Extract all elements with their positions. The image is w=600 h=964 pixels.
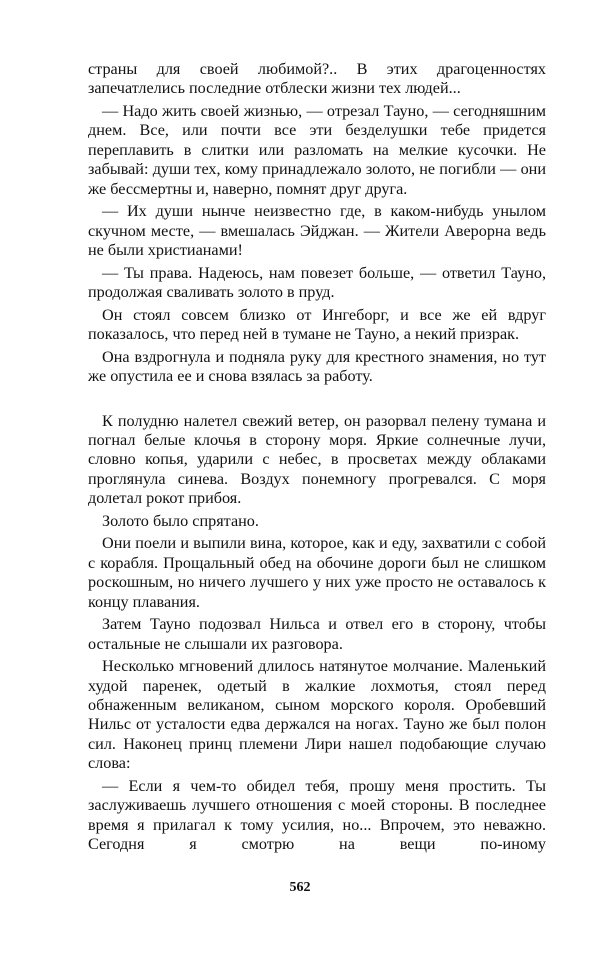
paragraph: Он стоял совсем близко от Ингеборг, и все же ей вдруг показалось, что перед ней в тумане не Тауно, а некий призрак.: [88, 305, 546, 344]
paragraph: страны для своей любимой?.. В этих драгоценностях запечатлелись последние отблески жизни тех людей...: [88, 60, 546, 98]
paragraph: — Если я чем-то обидел тебя, прошу меня простить. Ты заслуживаешь лучшего отношения с моей стороны. В последнее время я прилагал к тому усилия, но... Впрочем, это неважно. Сегодня я смотрю на вещи по-иному: [88, 776, 546, 854]
paragraph: Она вздрогнула и подняла руку для крестного знамения, но тут же опустила ее и снова взялась за работу.: [88, 347, 546, 386]
page-number: 562: [289, 880, 311, 895]
paragraph: Золото было спрятано.: [102, 511, 259, 530]
paragraph: — Надо жить своей жизнью, — отрезал Тауно, — сегодняшним днем. Все, или почти все эти безделушки тебе придется переплавить в слитки или разломать на мелкие кусочки. Не забывай: души тех, кому принадлежало золото, не погибли — они же бессмертны и, наверно, помнят друг друга.: [88, 102, 546, 198]
paragraph: К полудню налетел свежий ветер, он разорвал пелену тумана и погнал белые клочья в сторону моря. Яркие солнечные лучи, словно копья, ударили с небес, в просветах между облаками проглянула синева. Воздух понемногу прогревался. С моря долетал рокот прибоя.: [88, 411, 546, 508]
section-break: [88, 390, 546, 412]
paragraph: — Ты права. Надеюсь, нам повезет больше, — ответил Тауно, продолжая сваливать золото в пруд.: [88, 263, 546, 302]
paragraph: Несколько мгновений длилось натянутое молчание. Маленький худой паренек, одетый в жалкие лохмотья, стоял перед обнаженным великаном, сыном морского короля. Оробевший Нильс от усталости едва держался на ногах. Тауно же был полон сил. Наконец принц племени Лири нашел подобающие случаю слова:: [88, 657, 546, 773]
paragraph: — Их души нынче неизвестно где, в каком-нибудь унылом скучном месте, — вмешалась Эйджан. — Жители Аверорна ведь не были христианами!: [88, 202, 546, 260]
paragraph: Затем Тауно подозвал Нильса и отвел его в сторону, чтобы остальные не слышали их разговора.: [88, 615, 546, 653]
paragraph: Они поели и выпили вина, которое, как и еду, захватили с собой с корабля. Прощальный обед на обочине дороги был не слишком роскошным, но ничего лучшего у них уже просто не оставалось к концу плавания.: [88, 534, 546, 611]
page-text: [88, 60, 546, 858]
